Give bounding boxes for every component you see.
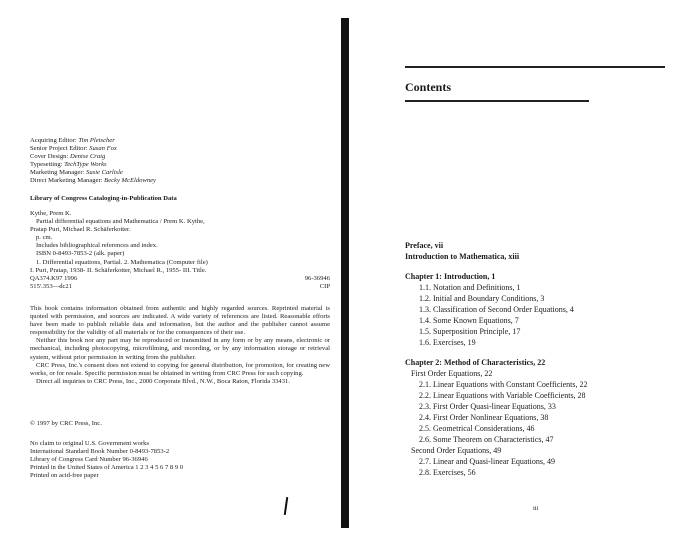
toc-entry: 1.5. Superposition Principle, 17 — [419, 327, 521, 336]
toc-entry: 2.8. Exercises, 56 — [419, 468, 476, 477]
toc-entry: 2.1. Linear Equations with Constant Coefficients, 22 — [419, 380, 588, 389]
toc-chapter-1: Chapter 1: Introduction, 1 — [405, 272, 496, 281]
cip-pages: p. cm. — [36, 234, 53, 242]
toc-entry: 1.4. Some Known Equations, 7 — [419, 316, 519, 325]
cip-author: Kythe, Prem K. — [30, 210, 72, 217]
toc-entry: 2.4. First Order Nonlinear Equations, 38 — [419, 413, 549, 422]
credits-list — [30, 137, 156, 186]
legal-paragraph: CRC Press, Inc.'s consent does not extend to copying for general distribution, for promotion, for creating new works, or for resale. Specific permission must be obtained in writing from CRC Press for such copying. — [30, 361, 330, 377]
toc-entry: 1.3. Classification of Second Order Equations, 4 — [419, 305, 574, 314]
cip-added-entries: I. Puri, Pratap, 1938- II. Schäferkotter, Michael R., 1955- III. Title. — [30, 266, 207, 274]
title-rule — [405, 100, 589, 102]
isbn-line: International Standard Book Number 0-8493-7853-2 — [30, 448, 170, 456]
credit-line: Acquiring Editor: Tim Pletscher — [30, 137, 115, 144]
cip-block — [30, 210, 330, 291]
top-rule — [405, 66, 665, 68]
page-title: Contents — [405, 80, 452, 94]
cip-lc-row: QA374.K97 1996 96-36946 — [30, 274, 330, 282]
table-of-contents — [405, 240, 675, 478]
credit-line: Marketing Manager: Susie Carlisle — [30, 169, 123, 177]
cip-biblio: Includes bibliographical references and index. — [36, 242, 158, 250]
toc-preface: Preface, vii — [405, 241, 444, 250]
toc-section-heading: Second Order Equations, 49 — [411, 446, 502, 455]
toc-entry: 1.6. Exercises, 19 — [419, 338, 476, 347]
toc-section-heading: First Order Equations, 22 — [411, 369, 493, 378]
toc-entry: 2.3. First Order Quasi-linear Equations, 33 — [419, 402, 556, 411]
legal-notice — [30, 305, 330, 386]
cip-subjects: 1. Differential equations, Partial. 2. Mathematica (Computer file) — [36, 258, 208, 266]
toc-entry: 1.1. Notation and Definitions, 1 — [419, 283, 521, 292]
cip-isbn: ISBN 0-8493-7853-2 (alk. paper) — [36, 250, 125, 258]
isbn-line: Library of Congress Card Number 96-36946 — [30, 456, 148, 464]
credit-line: Direct Marketing Manager: Becky McEldowney — [30, 177, 156, 185]
toc-entry: 1.2. Initial and Boundary Conditions, 3 — [419, 294, 545, 303]
toc-chapter-2: Chapter 2: Method of Characteristics, 22 — [405, 358, 546, 367]
copyright-line: © 1997 by CRC Press, Inc. — [30, 420, 102, 427]
toc-entry: 2.2. Linear Equations with Variable Coefficients, 28 — [419, 391, 586, 400]
toc-intro: Introduction to Mathematica, xiii — [405, 252, 520, 261]
legal-paragraph: Direct all inquiries to CRC Press, Inc., 2000 Corporate Blvd., N.W., Boca Raton, Florida 33431. — [36, 377, 290, 385]
credit-line: Cover Design: Denise Craig — [30, 153, 106, 161]
cip-dewey-row: 515'.353—dc21 CIP — [30, 282, 330, 290]
isbn-line: No claim to original U.S. Government works — [30, 440, 150, 447]
legal-paragraph: This book contains information obtained from authentic and highly regarded sources. Reprinted material is quoted with permission, and sources are indicated. A wide variety of references are listed. Reasonable efforts have been made to publish reliable data and information, but the author and the publisher cannot assume responsibility for the validity of all materials or for the consequences of their use. — [30, 305, 330, 337]
isbn-block — [30, 440, 183, 480]
cip-title: Partial differential equations and Mathematica / Prem K. Kythe, — [36, 218, 205, 226]
isbn-line: Printed on acid-free paper — [30, 472, 99, 480]
credit-line: Senior Project Editor: Susan Fox — [30, 145, 117, 153]
isbn-line: Printed in the United States of America 1 2 3 4 5 6 7 8 9 0 — [30, 464, 184, 472]
loc-heading: Library of Congress Cataloging-in-Publication Data — [30, 195, 177, 202]
credit-line: Typesetting: TechType Works — [30, 161, 107, 169]
toc-entry: 2.6. Some Theorem on Characteristics, 47 — [419, 435, 554, 444]
page-number: iii — [533, 505, 539, 512]
toc-entry: 2.7. Linear and Quasi-linear Equations, 49 — [419, 457, 555, 466]
toc-entry: 2.5. Geometrical Considerations, 46 — [419, 424, 535, 433]
page-mark — [284, 497, 288, 515]
cip-title-cont: Pratap Puri, Michael R. Schäferkotter. — [30, 226, 131, 234]
book-spine — [341, 18, 349, 528]
legal-paragraph: Neither this book nor any part may be reproduced or transmitted in any form or by any means, electronic or mechanical, including photocopying, microfilming, and recording, or by any information storage or retrieval system, without prior permission in writing from the publisher. — [30, 337, 330, 361]
